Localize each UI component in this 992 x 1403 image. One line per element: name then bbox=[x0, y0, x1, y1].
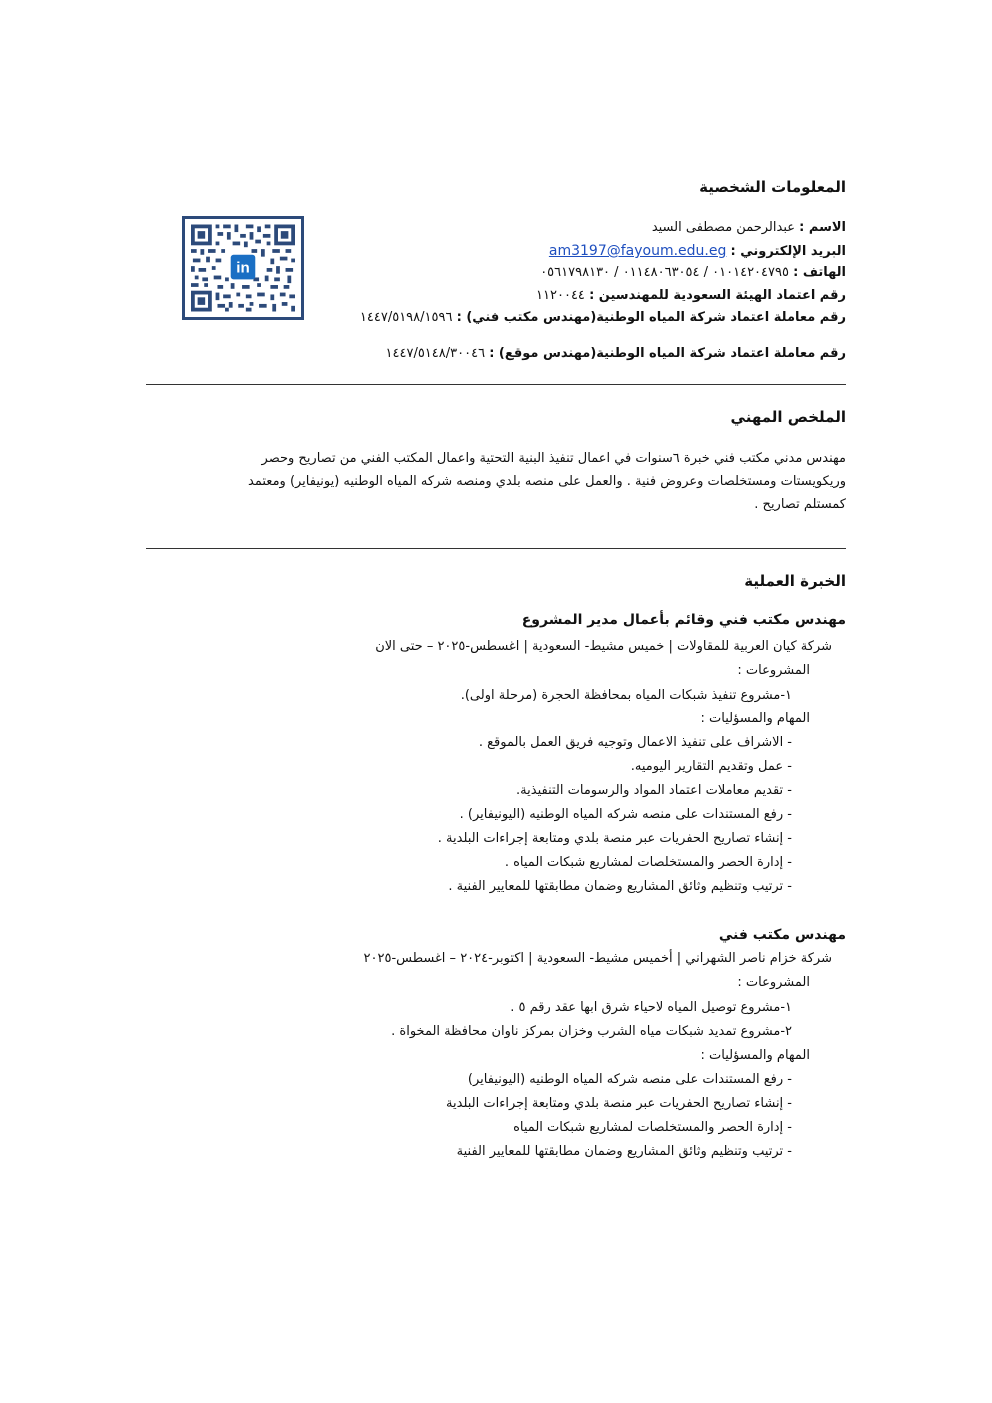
job-1-task: - ترتيب وتنظيم وثائق المشاريع وضمان مطابقتها للمعايير الفنية . bbox=[448, 879, 792, 894]
job-1-task: - تقديم معاملات اعتماد المواد والرسومات التنفيذية. bbox=[516, 783, 792, 798]
divider-2 bbox=[146, 548, 846, 549]
name-label: الاسم : bbox=[799, 220, 846, 235]
qr-code-icon bbox=[191, 223, 295, 313]
job-2-task: - إدارة الحصر والمستخلصات لمشاريع شبكات المياه bbox=[513, 1120, 792, 1135]
job-2-task: - رفع المستندات على منصه شركه المياه الوطنيه (اليونيفاير) bbox=[467, 1072, 792, 1087]
nwc-office-value: ١٤٤٧/٥١٩٨/١٥٩٦ bbox=[359, 310, 453, 325]
job-1-projects-label: المشروعات : bbox=[737, 663, 810, 678]
name-row bbox=[652, 219, 846, 237]
name-value: عبدالرحمن مصطفى السيد bbox=[651, 220, 796, 235]
linkedin-badge-text: in bbox=[236, 259, 250, 277]
phone-row bbox=[540, 264, 846, 282]
job-1-tasks-label: المهام والمسؤليات : bbox=[700, 711, 810, 726]
job-2-company: شركة خزام ناصر الشهراني | أخميس مشيط- السعودية | اكتوبر-٢٠٢٤ – اغسطس-٢٠٢٥ bbox=[363, 951, 832, 966]
job-2-task: - ترتيب وتنظيم وثائق المشاريع وضمان مطابقتها للمعايير الفنية bbox=[456, 1144, 792, 1159]
job-1-task: - الاشراف على تنفيذ الاعمال وتوجيه فريق العمل بالموقع . bbox=[478, 735, 792, 750]
job-1-task: - عمل وتقديم التقارير اليوميه. bbox=[630, 759, 792, 774]
job-2-project-1: ١-مشروع توصيل المياه لاحياء شرق ابها عقد رقم ٥ . bbox=[510, 1000, 792, 1015]
phone-value: ٠١٠١٤٢٠٤٧٩٥ / ٠١١٤٨٠٦٣٠٥٤ / ٠٥٦١٧٩٨١٣٠ bbox=[540, 265, 789, 280]
job-1-task: - إدارة الحصر والمستخلصات لمشاريع شبكات المياه . bbox=[504, 855, 792, 870]
experience-heading: الخبرة العملية bbox=[744, 572, 846, 590]
job-1-task: - رفع المستندات على منصه شركه المياه الوطنيه (اليونيفاير) . bbox=[459, 807, 792, 822]
email-link[interactable]: am3197@fayoum.edu.eg bbox=[548, 243, 727, 259]
phone-label: الهاتف : bbox=[793, 265, 846, 280]
job-2-project-2: ٢-مشروع تمديد شبكات مياه الشرب وخزان بمركز ناوان محافظة المخواة . bbox=[391, 1024, 792, 1039]
job-1-project-1: ١-مشروع تنفيذ شبكات المياه بمحافظة الحجرة (مرحلة اولى). bbox=[460, 688, 792, 703]
job-1-title: مهندس مكتب فني وقائم بأعمال مدير المشروع bbox=[521, 612, 846, 628]
job-2-title: مهندس مكتب فني bbox=[718, 927, 846, 943]
sce-row bbox=[536, 287, 846, 305]
job-2-projects-label: المشروعات : bbox=[737, 975, 810, 990]
job-1-task: - إنشاء تصاريح الحفريات عبر منصة بلدي ومتابعة إجراءات البلدية . bbox=[437, 831, 792, 846]
job-2-tasks-label: المهام والمسؤليات : bbox=[700, 1048, 810, 1063]
job-2-task: - إنشاء تصاريح الحفريات عبر منصة بلدي ومتابعة إجراءات البلدية bbox=[446, 1096, 792, 1111]
nwc-site-label: رقم معاملة اعتماد شركة المياه الوطنية(مهندس موقع) : bbox=[489, 346, 846, 361]
sce-label: رقم اعتماد الهيئة السعودية للمهندسين : bbox=[589, 288, 846, 303]
nwc-office-row bbox=[360, 309, 846, 327]
linkedin-qr-code[interactable] bbox=[182, 216, 304, 320]
divider-1 bbox=[146, 384, 846, 385]
email-label: البريد الإلكتروني : bbox=[730, 244, 846, 259]
summary-heading: الملخص المهني bbox=[730, 408, 846, 426]
personal-info-heading: المعلومات الشخصية bbox=[699, 178, 846, 196]
job-1-company: شركة كيان العربية للمقاولات | خميس مشيط- السعودية | اغسطس-٢٠٢٥ – حتى الان bbox=[375, 639, 832, 654]
sce-value: ١١٢٠٠٤٤ bbox=[536, 288, 585, 303]
nwc-site-row bbox=[386, 345, 846, 363]
nwc-site-value: ١٤٤٧/٥١٤٨/٣٠٠٤٦ bbox=[385, 346, 486, 361]
summary-text: مهندس مدني مكتب فني خبرة ٦سنوات في اعمال تنفيذ البنية التحتية واعمال المكتب الفني من تصاريح وحصر وريكويستات ومستخلصات وعروض فنية . والعمل على منصه بلدي ومنصه شركه المياه الوطنيه (يونيفاير) ومعتمد كمستلم تصاريح . bbox=[248, 451, 846, 512]
email-row bbox=[549, 242, 846, 261]
nwc-office-label: رقم معاملة اعتماد شركة المياه الوطنية(مهندس مكتب فني) : bbox=[456, 310, 846, 325]
